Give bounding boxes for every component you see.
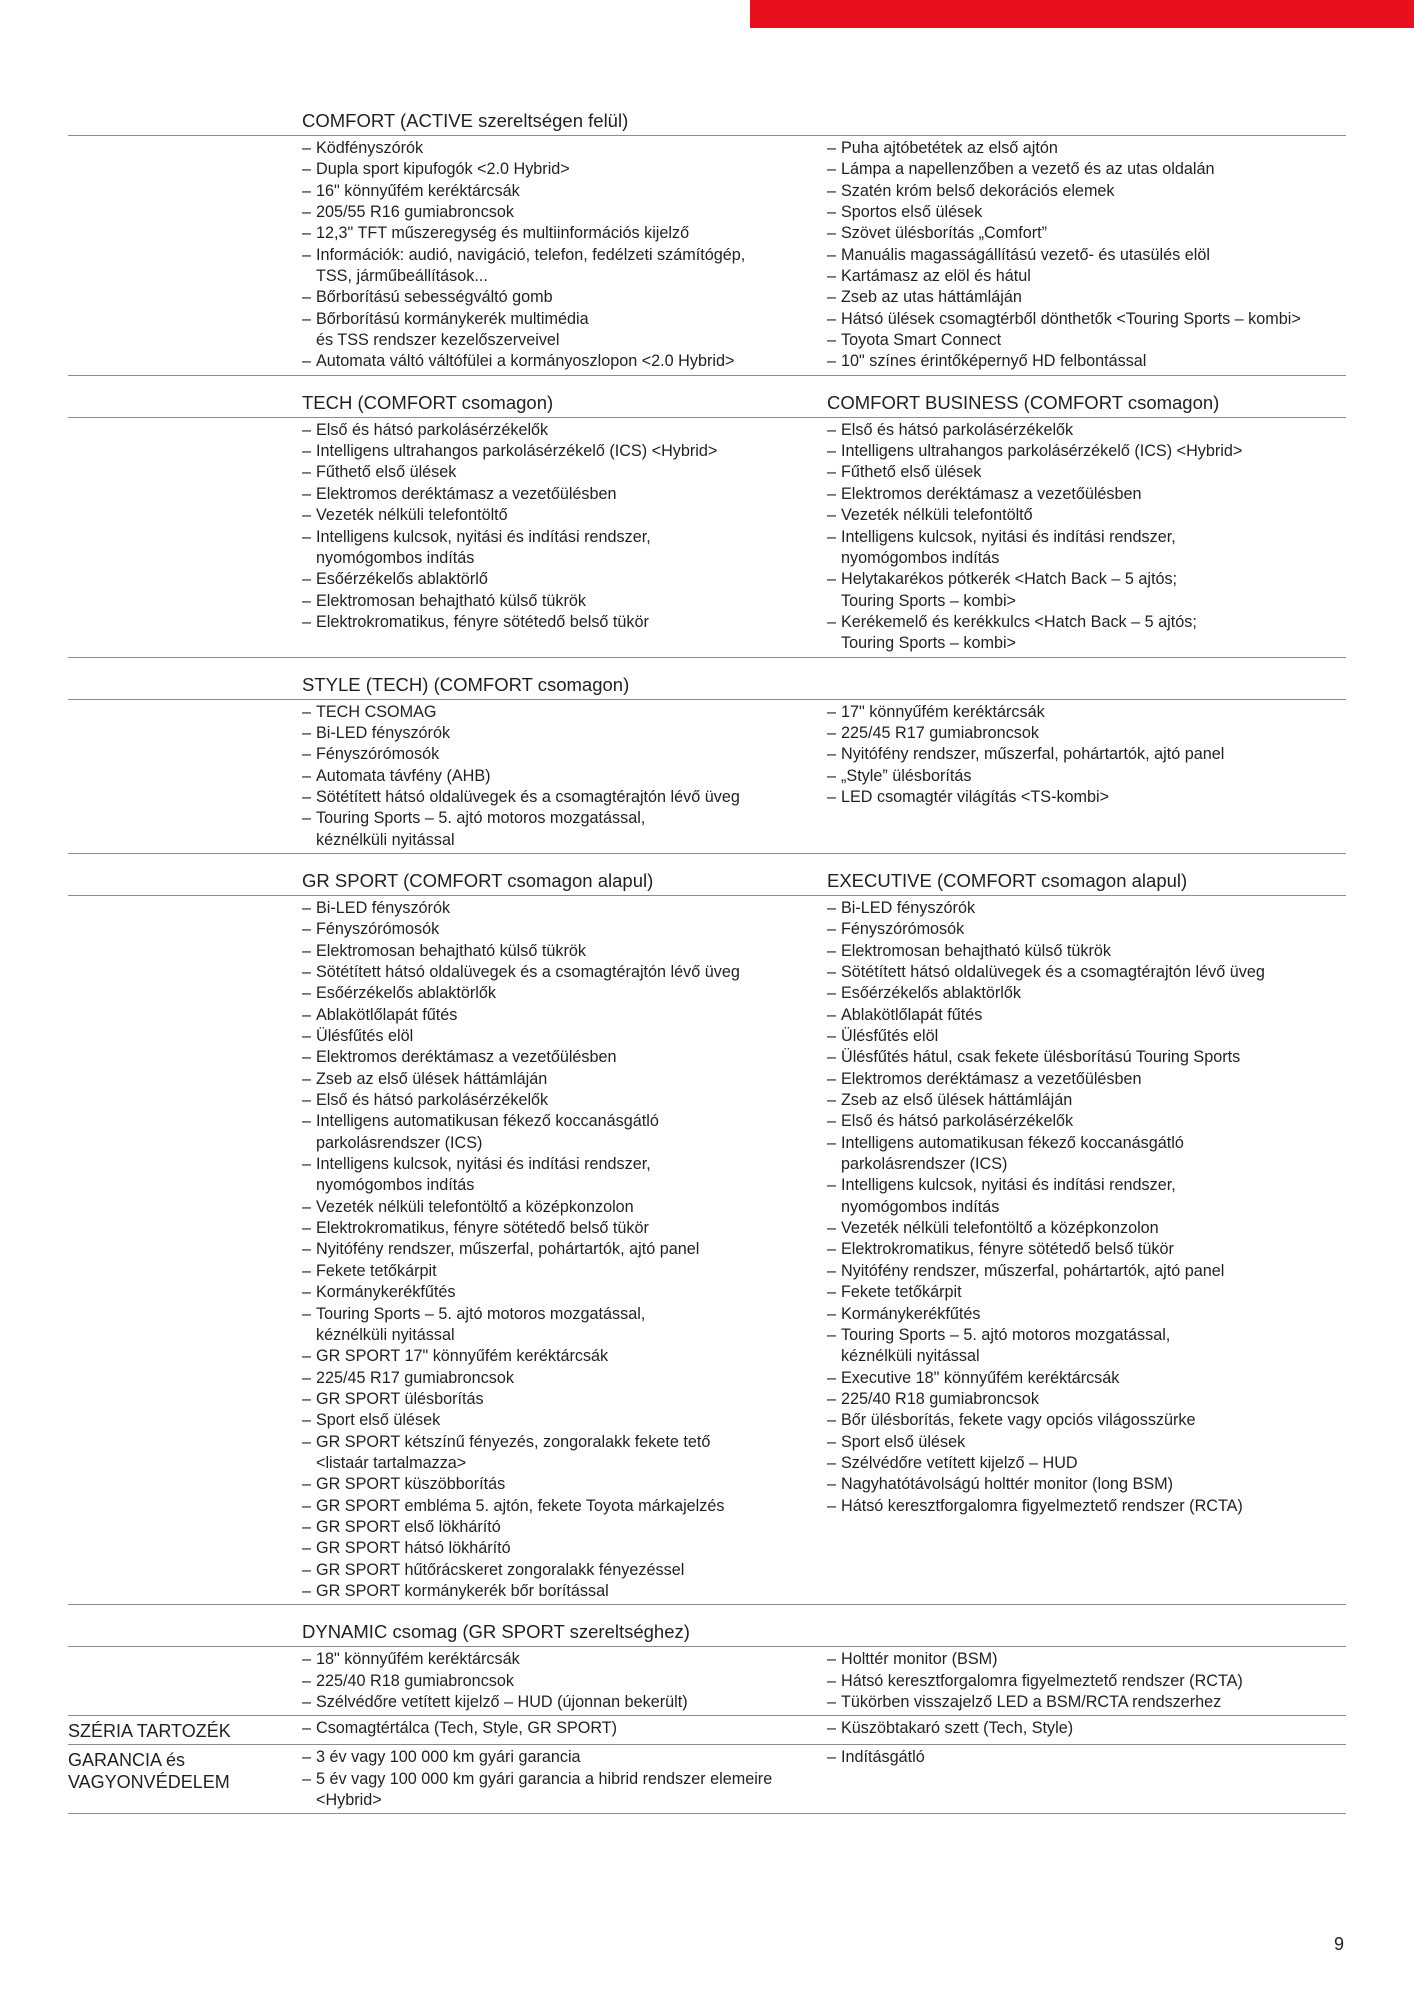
section-title-secondary — [827, 696, 1346, 699]
list-item: – Manuális magasságállítású vezető- és utasülés elöl — [827, 245, 1346, 266]
list-item: – Nagyhatótávolságú holttér monitor (long BSM) — [827, 1474, 1346, 1495]
list-item: – Intelligens ultrahangos parkolásérzékelő (ICS) <Hybrid> — [302, 441, 827, 462]
list-item: – Fényszórómosók — [302, 919, 827, 940]
list-item: – Ülésfűtés hátul, csak fekete ülésborítású Touring Sports — [827, 1047, 1346, 1068]
page-number: 9 — [1334, 1934, 1345, 1954]
list-item: – Dupla sport kipufogók <2.0 Hybrid> — [302, 159, 827, 180]
list-item: – Első és hátsó parkolásérzékelők — [302, 1090, 827, 1111]
feature-list-right — [827, 1718, 1346, 1742]
list-item: – Intelligens automatikusan fékező koccanásgátló parkolásrendszer (ICS) — [827, 1133, 1346, 1176]
list-item: – Esőérzékelős ablaktörlő — [302, 569, 827, 590]
list-item: – Vezeték nélküli telefontöltő a középkonzolon — [827, 1218, 1346, 1239]
section-title-secondary — [827, 132, 1346, 135]
list-item: – Executive 18" könnyűfém keréktárcsák — [827, 1368, 1346, 1389]
list-item: – Elektromosan behajtható külső tükrök — [827, 941, 1346, 962]
list-item: – 5 év vagy 100 000 km gyári garancia a hibrid rendszer elemeire <Hybrid> — [302, 1769, 827, 1812]
list-item: – Szélvédőre vetített kijelző – HUD — [827, 1453, 1346, 1474]
feature-list-right — [827, 898, 1346, 1602]
section-tech — [68, 388, 1346, 658]
list-item: – Fényszórómosók — [827, 919, 1346, 940]
list-item: – Elektrokromatikus, fényre sötétedő belső tükör — [827, 1239, 1346, 1260]
list-item: – Sötétített hátsó oldalüvegek és a csomagtérajtón lévő üveg — [302, 962, 827, 983]
list-item: – 225/40 R18 gumiabroncsok — [302, 1671, 827, 1692]
feature-list-right — [827, 420, 1346, 655]
feature-list-left — [302, 898, 827, 1602]
section-gr-sport — [68, 866, 1346, 1605]
list-item: – Sport első ülések — [827, 1432, 1346, 1453]
list-item: – Kerékemelő és kerékkulcs <Hatch Back – 5 ajtós; Touring Sports – kombi> — [827, 612, 1346, 655]
list-item: – Sötétített hátsó oldalüvegek és a csomagtérajtón lévő üveg — [302, 787, 827, 808]
equipment-table — [68, 106, 1346, 1814]
list-item: – GR SPORT kétszínű fényezés, zongoralakk fekete tető <listaár tartalmazza> — [302, 1432, 827, 1475]
list-item: – Fekete tetőkárpit — [827, 1282, 1346, 1303]
list-item: – Bi-LED fényszórók — [302, 723, 827, 744]
list-item: – GR SPORT első lökhárító — [302, 1517, 827, 1538]
section-title: DYNAMIC csomag (GR SPORT szereltséghez) — [302, 1621, 690, 1643]
list-item: – 12,3" TFT műszeregység és multiinformációs kijelző — [302, 223, 827, 244]
list-item: – Első és hátsó parkolásérzékelők — [827, 420, 1346, 441]
list-item: – 10" színes érintőképernyő HD felbontással — [827, 351, 1346, 372]
list-item: – Első és hátsó parkolásérzékelők — [827, 1111, 1346, 1132]
list-item: – Intelligens kulcsok, nyitási és indítási rendszer, nyomógombos indítás — [302, 527, 827, 570]
list-item: – Hátsó keresztforgalomra figyelmeztető rendszer (RCTA) — [827, 1496, 1346, 1517]
list-item: – Elektromos deréktámasz a vezetőülésben — [827, 1069, 1346, 1090]
list-item: – Szatén króm belső dekorációs elemek — [827, 181, 1346, 202]
list-item: – Touring Sports – 5. ajtó motoros mozgatással, kéznélküli nyitással — [302, 808, 827, 851]
list-item: – Fűthető első ülések — [302, 462, 827, 483]
section-style — [68, 670, 1346, 854]
list-item: – GR SPORT kormánykerék bőr borítással — [302, 1581, 827, 1602]
list-item: – 225/45 R17 gumiabroncsok — [302, 1368, 827, 1389]
list-item: – Ködfényszórók — [302, 138, 827, 159]
list-item: – Vezeték nélküli telefontöltő a középkonzolon — [302, 1197, 827, 1218]
list-item: – Elektromosan behajtható külső tükrök — [302, 591, 827, 612]
section-title-secondary: COMFORT BUSINESS (COMFORT csomagon) — [827, 391, 1220, 413]
brand-accent-bar — [750, 0, 1414, 28]
list-item: – GR SPORT ülésborítás — [302, 1389, 827, 1410]
list-item: – 3 év vagy 100 000 km gyári garancia — [302, 1747, 827, 1768]
list-item: – Zseb az első ülések háttámláján — [302, 1069, 827, 1090]
section-header — [68, 670, 1346, 700]
section-header — [68, 106, 1346, 136]
list-item: – Automata távfény (AHB) — [302, 766, 827, 787]
feature-list-right — [827, 702, 1346, 851]
list-item: – Első és hátsó parkolásérzékelők — [302, 420, 827, 441]
list-item: – Helytakarékos pótkerék <Hatch Back – 5 ajtós; Touring Sports – kombi> — [827, 569, 1346, 612]
list-item: – GR SPORT embléma 5. ajtón, fekete Toyota márkajelzés — [302, 1496, 827, 1517]
feature-list-left — [302, 420, 827, 655]
list-item: – Toyota Smart Connect — [827, 330, 1346, 351]
list-item: – Hátsó ülések csomagtérből dönthetők <Touring Sports – kombi> — [827, 309, 1346, 330]
list-item: – Intelligens kulcsok, nyitási és indítási rendszer, nyomógombos indítás — [302, 1154, 827, 1197]
list-item: – Sötétített hátsó oldalüvegek és a csomagtérajtón lévő üveg — [827, 962, 1346, 983]
section-title: TECH (COMFORT csomagon) — [302, 391, 554, 413]
list-item: – Információk: audió, navigáció, telefon, fedélzeti számítógép, TSS, járműbeállítások... — [302, 245, 827, 288]
section-title: COMFORT (ACTIVE szereltségen felül) — [302, 110, 629, 131]
feature-list-left — [302, 1649, 827, 1713]
list-item: – 225/40 R18 gumiabroncsok — [827, 1389, 1346, 1410]
feature-list-left — [302, 1718, 827, 1742]
feature-list-left — [302, 138, 827, 373]
list-item: – Nyitófény rendszer, műszerfal, pohártartók, ajtó panel — [827, 1261, 1346, 1282]
list-item: – Szélvédőre vetített kijelző – HUD (újonnan bekerült) — [302, 1692, 827, 1713]
list-item: – TECH CSOMAG — [302, 702, 827, 723]
list-item: – Esőérzékelős ablaktörlők — [827, 983, 1346, 1004]
feature-list-right — [827, 1649, 1346, 1713]
list-item: – Bőrborítású sebességváltó gomb — [302, 287, 827, 308]
list-item: – Intelligens ultrahangos parkolásérzékelő (ICS) <Hybrid> — [827, 441, 1346, 462]
section-header — [68, 1617, 1346, 1647]
list-item: – Sport első ülések — [302, 1410, 827, 1431]
list-item: – Bi-LED fényszórók — [302, 898, 827, 919]
list-item: – Fekete tetőkárpit — [302, 1261, 827, 1282]
section-dynamic — [68, 1617, 1346, 1716]
feature-list-right — [827, 138, 1346, 373]
list-item: – Zseb az utas háttámláján — [827, 287, 1346, 308]
list-item: – Bi-LED fényszórók — [827, 898, 1346, 919]
list-item: – 225/45 R17 gumiabroncsok — [827, 723, 1346, 744]
list-item: – Kormánykerékfűtés — [302, 1282, 827, 1303]
list-item: – Küszöbtakaró szett (Tech, Style) — [827, 1718, 1346, 1739]
list-item: – Vezeték nélküli telefontöltő — [302, 505, 827, 526]
list-item: – Csomagtértálca (Tech, Style, GR SPORT) — [302, 1718, 827, 1739]
section-title: GR SPORT (COMFORT csomagon alapul) — [302, 869, 654, 891]
list-item: – GR SPORT hűtőrácskeret zongoralakk fényezéssel — [302, 1560, 827, 1581]
list-item: – Intelligens kulcsok, nyitási és indítási rendszer, nyomógombos indítás — [827, 527, 1346, 570]
row-standard-accessories — [68, 1716, 1346, 1745]
list-item: – Nyitófény rendszer, műszerfal, pohártartók, ajtó panel — [302, 1239, 827, 1260]
list-item: – Nyitófény rendszer, műszerfal, pohártartók, ajtó panel — [827, 744, 1346, 765]
list-item: – Bőrborítású kormánykerék multimédia és TSS rendszer kezelőszerveivel — [302, 309, 827, 352]
row-label: SZÉRIA TARTOZÉK — [68, 1721, 231, 1742]
feature-list-left — [302, 702, 827, 851]
list-item: – 205/55 R16 gumiabroncsok — [302, 202, 827, 223]
list-item: – Tükörben visszajelző LED a BSM/RCTA rendszerhez — [827, 1692, 1346, 1713]
list-item: – Indításgátló — [827, 1747, 1346, 1768]
list-item: – Bőr ülésborítás, fekete vagy opciós világosszürke — [827, 1410, 1346, 1431]
list-item: – Elektrokromatikus, fényre sötétedő belső tükör — [302, 1218, 827, 1239]
list-item: – Holttér monitor (BSM) — [827, 1649, 1346, 1670]
list-item: – Ablakötlőlapát fűtés — [302, 1005, 827, 1026]
list-item: – 18" könnyűfém keréktárcsák — [302, 1649, 827, 1670]
list-item: – GR SPORT 17" könnyűfém keréktárcsák — [302, 1346, 827, 1367]
list-item: – Hátsó keresztforgalomra figyelmeztető rendszer (RCTA) — [827, 1671, 1346, 1692]
list-item: – Elektromos deréktámasz a vezetőülésben — [302, 484, 827, 505]
section-header — [68, 388, 1346, 418]
list-item: – Elektromos deréktámasz a vezetőülésben — [827, 484, 1346, 505]
list-item: – Intelligens automatikusan fékező koccanásgátló parkolásrendszer (ICS) — [302, 1111, 827, 1154]
section-title-secondary — [827, 1643, 1346, 1646]
section-title-secondary: EXECUTIVE (COMFORT csomagon alapul) — [827, 869, 1188, 891]
list-item: – GR SPORT hátsó lökhárító — [302, 1538, 827, 1559]
list-item: – Ablakötlőlapát fűtés — [827, 1005, 1346, 1026]
list-item: – Lámpa a napellenzőben a vezető és az utas oldalán — [827, 159, 1346, 180]
list-item: – Vezeték nélküli telefontöltő — [827, 505, 1346, 526]
list-item: – 17" könnyűfém keréktárcsák — [827, 702, 1346, 723]
list-item: – Szövet ülésborítás „Comfort” — [827, 223, 1346, 244]
row-warranty — [68, 1745, 1346, 1814]
list-item: – Kartámasz az elöl és hátul — [827, 266, 1346, 287]
row-label: GARANCIA és VAGYONVÉDELEM — [68, 1750, 230, 1793]
list-item: – GR SPORT küszöbborítás — [302, 1474, 827, 1495]
list-item: – Touring Sports – 5. ajtó motoros mozgatással, kéznélküli nyitással — [302, 1304, 827, 1347]
list-item: – Intelligens kulcsok, nyitási és indítási rendszer, nyomógombos indítás — [827, 1175, 1346, 1218]
section-title: STYLE (TECH) (COMFORT csomagon) — [302, 673, 630, 695]
list-item: – Touring Sports – 5. ajtó motoros mozgatással, kéznélküli nyitással — [827, 1325, 1346, 1368]
list-item: – Kormánykerékfűtés — [827, 1304, 1346, 1325]
list-item: – Elektromos deréktámasz a vezetőülésben — [302, 1047, 827, 1068]
list-item: – Fényszórómosók — [302, 744, 827, 765]
list-item: – Elektromosan behajtható külső tükrök — [302, 941, 827, 962]
list-item: – Sportos első ülések — [827, 202, 1346, 223]
list-item: – Zseb az első ülések háttámláján — [827, 1090, 1346, 1111]
section-header — [68, 866, 1346, 896]
list-item: – Esőérzékelős ablaktörlők — [302, 983, 827, 1004]
list-item: – Automata váltó váltófülei a kormányoszlopon <2.0 Hybrid> — [302, 351, 827, 372]
section-comfort — [68, 106, 1346, 376]
list-item: – Elektrokromatikus, fényre sötétedő belső tükör — [302, 612, 827, 633]
list-item: – Ülésfűtés elöl — [302, 1026, 827, 1047]
feature-list-right — [827, 1747, 1346, 1811]
list-item: – Puha ajtóbetétek az első ajtón — [827, 138, 1346, 159]
list-item: – 16" könnyűfém keréktárcsák — [302, 181, 827, 202]
feature-list-left — [302, 1747, 827, 1811]
list-item: – Ülésfűtés elöl — [827, 1026, 1346, 1047]
list-item: – LED csomagtér világítás <TS-kombi> — [827, 787, 1346, 808]
list-item: – „Style” ülésborítás — [827, 766, 1346, 787]
list-item: – Fűthető első ülések — [827, 462, 1346, 483]
